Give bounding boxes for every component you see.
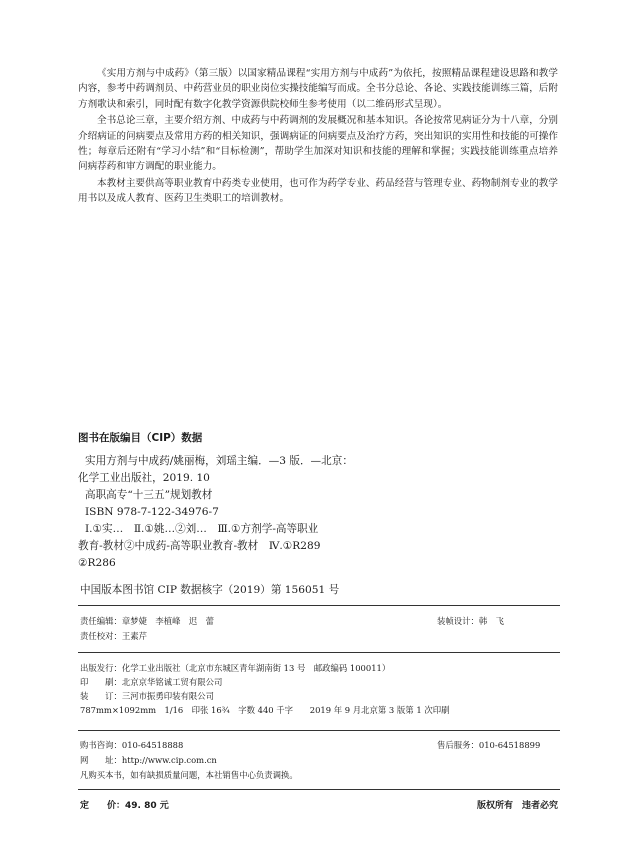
contact-info xyxy=(80,738,560,783)
replacement-notice: 凡购买本书，如有缺损质量问题，本社销售中心负责调换。 xyxy=(80,770,298,780)
cip-title: 图书在版编目（CIP）数据 xyxy=(78,432,203,444)
cip-line: 教育-教材②中成药-高等职业教育-教材 Ⅳ.①R289 xyxy=(78,540,321,552)
specs-line: 787mm×1092mm 1/16 印张 16¾ 字数 440 千字 2019 年 9 月北京第 3 版第 1 次印刷 xyxy=(80,705,450,715)
divider xyxy=(78,730,560,731)
cip-line: 化学工业出版社，2019. 10 xyxy=(78,472,210,484)
divider xyxy=(78,605,560,606)
editorial-staff xyxy=(80,614,560,644)
cip-data-number: 中国版本图书馆 CIP 数据核字（2019）第 156051 号 xyxy=(80,584,340,596)
intro-paragraph-2: 全书总论三章，主要介绍方剂、中成药与中药调剂的发展概况和基本知识。各论按常见病证分为十八章，分别介绍病证的问病要点及常用方药的相关知识，强调病证的问病要点及治疗方药，突出知识的实用性和技能的可操作性；每章后还附有“学习小结”和“目标检测”，帮助学生加深对知识和技能的理解和掌握；实践技能训练重点培养问病荐药和审方调配的职业能力。 xyxy=(78,115,558,173)
cip-record xyxy=(78,453,498,572)
price: 定 价：49. 80 元 xyxy=(80,801,169,811)
footer-row xyxy=(80,798,558,811)
cover-designer: 装帧设计：韩 飞 xyxy=(437,616,504,626)
responsible-editors: 责任编辑：章梦婕 李植峰 迟 蕾 xyxy=(80,616,214,626)
proofreader: 责任校对：王素芹 xyxy=(80,631,147,641)
divider xyxy=(78,652,560,653)
cip-line: Ⅰ.①实… Ⅱ.①姚…②刘… Ⅲ.①方剂学-高等职业 xyxy=(85,523,319,535)
purchase-hotline: 购书咨询：010-64518888 xyxy=(80,740,184,750)
copyright-notice: 版权所有 违者必究 xyxy=(476,801,558,811)
publication-info xyxy=(80,661,449,717)
cip-line: 实用方剂与中成药/姚丽梅，刘瑶主编．—3 版．—北京： xyxy=(85,455,353,467)
cip-line: 高职高专“十三五”规划教材 xyxy=(85,489,213,501)
intro-paragraph-3: 本教材主要供高等职业教育中药类专业使用，也可作为药学专业、药品经营与管理专业、药物制剂专业的教学用书以及成人教育、医药卫生类职工的培训教材。 xyxy=(78,177,558,205)
website-line: 网 址：http://www.cip.com.cn xyxy=(80,755,217,765)
publisher-line: 出版发行：化学工业出版社（北京市东城区青年湖南街 13 号 邮政编码 100011） xyxy=(80,663,391,673)
cip-line: ②R286 xyxy=(78,557,116,569)
intro-paragraph-1: 《实用方剂与中成药》（第三版）以国家精品课程“实用方剂与中成药”为依托，按照精品课程建设思路和教学内容，参考中药调剂员、中药营业员的职业岗位实操技能编写而成。全书分总论、各论、实践技能训练三篇，后附方剂歌诀和索引，同时配有数字化教学资源供院校师生参考使用（以二维码形式呈现）。 xyxy=(78,68,558,110)
cip-block xyxy=(78,430,498,572)
divider xyxy=(78,789,560,790)
after-sales-hotline: 售后服务：010-64518899 xyxy=(437,740,541,750)
printer-line: 印 刷：北京京华铭诚工贸有限公司 xyxy=(80,677,223,687)
cip-line: ISBN 978-7-122-34976-7 xyxy=(85,506,219,518)
binder-line: 装 订：三河市振勇印装有限公司 xyxy=(80,691,214,701)
book-introduction xyxy=(78,66,558,208)
